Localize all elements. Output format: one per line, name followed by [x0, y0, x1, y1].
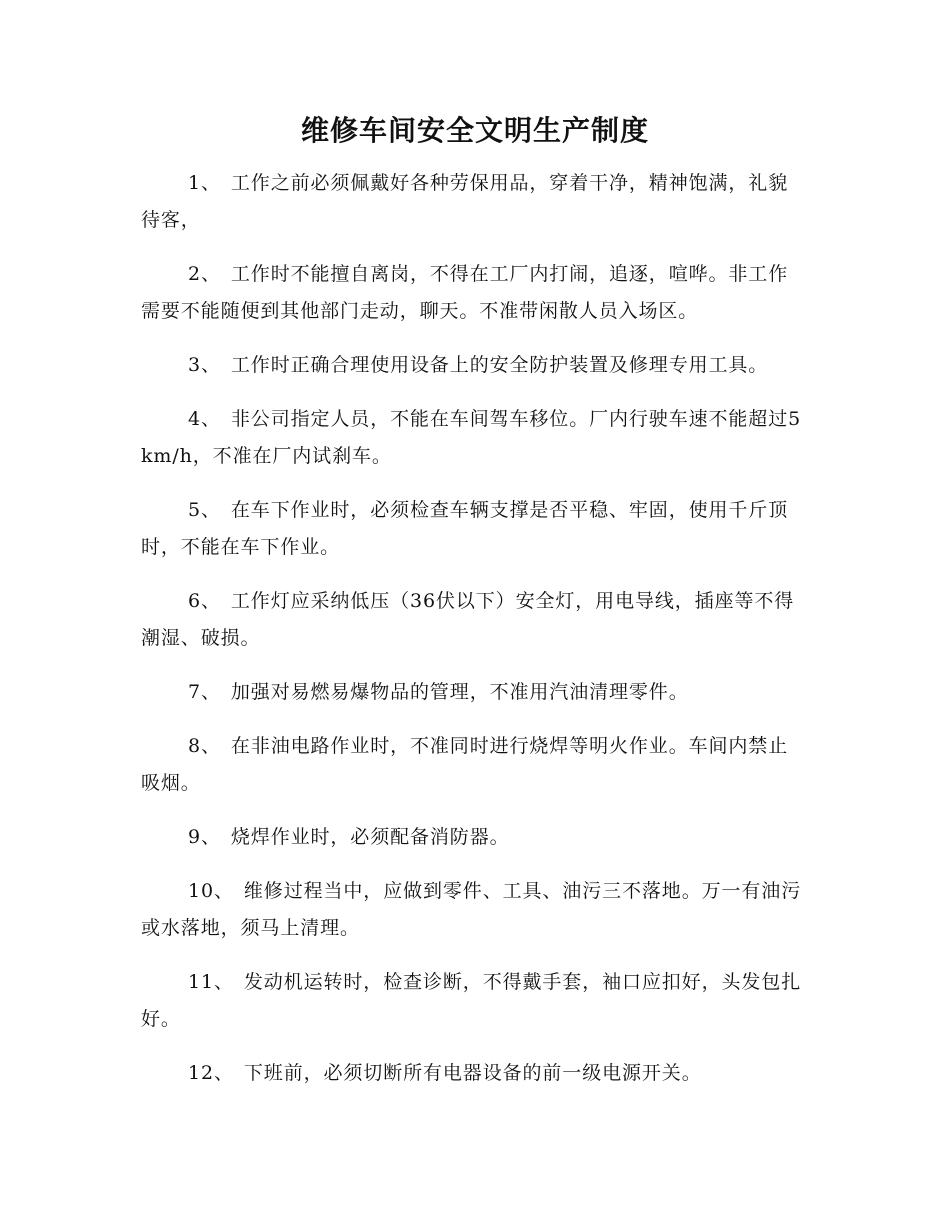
rule-text: 发动机运转时，检查诊断，不得戴手套，袖口应扣好，头发包扎好。	[141, 971, 802, 1030]
rule-number: 8、	[188, 735, 221, 757]
rule-item-7	[141, 674, 803, 711]
rule-item-12	[141, 1055, 803, 1092]
rule-text: 在非油电路作业时，不准同时进行烧焊等明火作业。车间内禁止吸烟。	[141, 735, 789, 794]
rule-text: 烧焊作业时，必须配备消防器。	[230, 826, 510, 848]
rules-list	[141, 165, 803, 1092]
rule-number: 2、	[188, 263, 221, 285]
rule-text: 加强对易燃易爆物品的管理，不准用汽油清理零件。	[230, 681, 689, 703]
rule-item-6	[141, 583, 803, 657]
rule-item-2	[141, 256, 803, 330]
rule-number: 6、	[188, 590, 221, 612]
rule-text: 维修过程当中，应做到零件、工具、油污三不落地。万一有油污或水落地，须马上清理。	[141, 880, 802, 939]
rule-text: 工作时正确合理使用设备上的安全防护装置及修理专用工具。	[230, 354, 769, 376]
rule-item-3	[141, 347, 803, 384]
rule-item-1	[141, 165, 803, 239]
rule-text: 工作时不能擅自离岗，不得在工厂内打闹，追逐，喧哗。非工作需要不能随便到其他部门走动，聊天。不准带闲散人员入场区。	[141, 263, 789, 322]
rule-text: 工作灯应采纳低压（36伏以下）安全灯，用电导线，插座等不得潮湿、破损。	[141, 590, 795, 649]
rule-number: 5、	[188, 499, 221, 521]
rule-text: 在车下作业时，必须检查车辆支撑是否平稳、牢固，使用千斤顶时，不能在车下作业。	[141, 499, 789, 558]
rule-item-9	[141, 819, 803, 856]
rule-item-8	[141, 728, 803, 802]
rule-item-4	[141, 401, 803, 475]
rule-number: 1、	[188, 172, 221, 194]
rule-number: 4、	[188, 408, 221, 430]
rule-text: 非公司指定人员，不能在车间驾车移位。厂内行驶车速不能超过5km/h，不准在厂内试刹车。	[141, 408, 802, 467]
rule-number: 11、	[188, 971, 234, 993]
rule-item-11	[141, 964, 803, 1038]
rule-number: 12、	[188, 1062, 234, 1084]
rule-text: 工作之前必须佩戴好各种劳保用品，穿着干净，精神饱满，礼貌待客，	[141, 172, 789, 231]
rule-number: 7、	[188, 681, 221, 703]
rule-number: 9、	[188, 826, 221, 848]
rule-number: 10、	[188, 880, 234, 902]
rule-number: 3、	[188, 354, 221, 376]
rule-text: 下班前，必须切断所有电器设备的前一级电源开关。	[243, 1062, 702, 1084]
page-title: 维修车间安全文明生产制度	[300, 114, 649, 147]
rule-item-5	[141, 492, 803, 566]
rule-item-10	[141, 873, 803, 947]
